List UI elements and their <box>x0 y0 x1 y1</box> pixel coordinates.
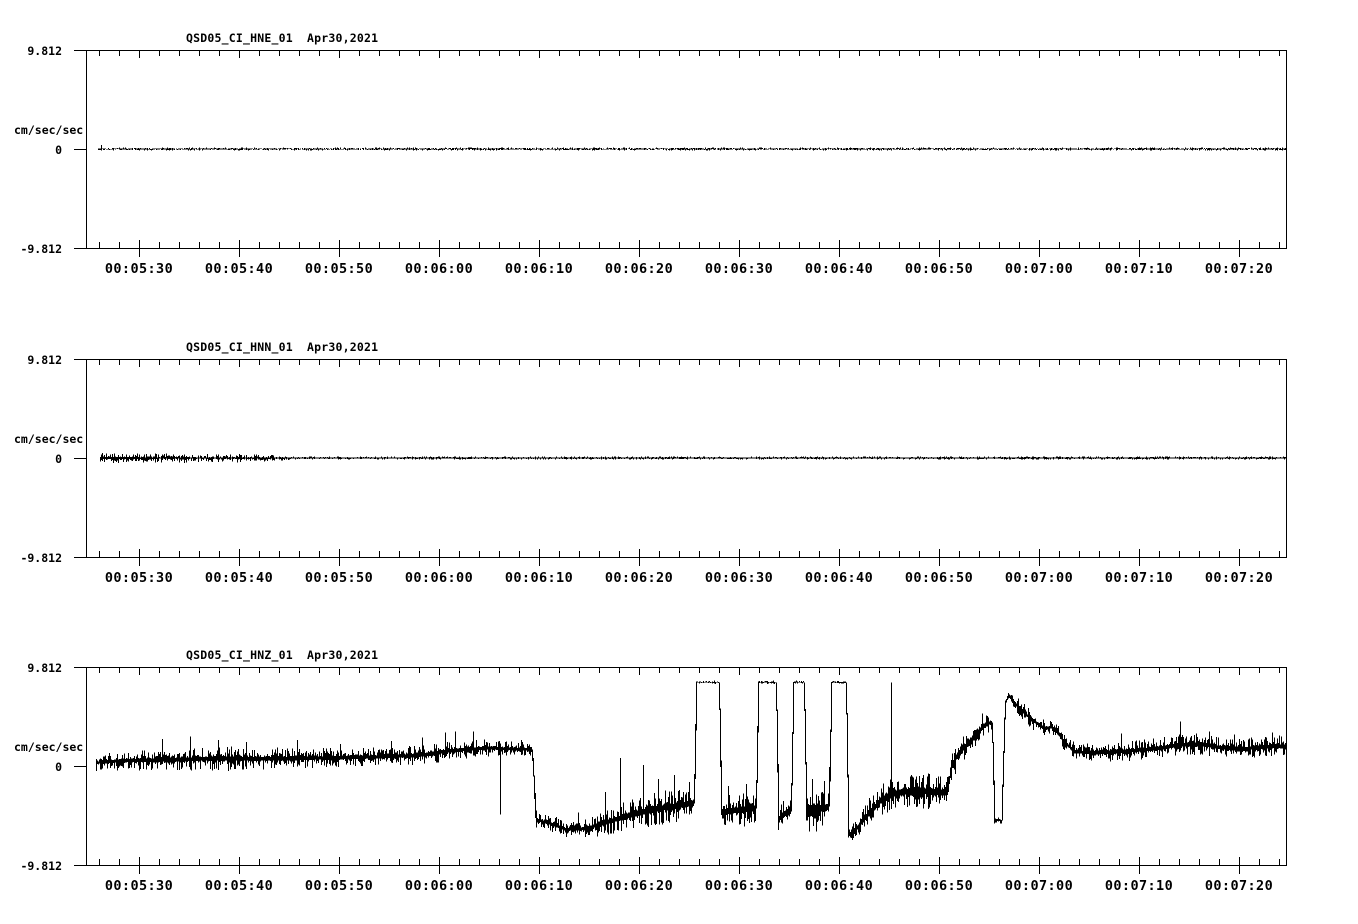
x-tick-label: 00:05:40 <box>204 261 274 277</box>
x-tick-label: 00:05:50 <box>304 878 374 894</box>
y-tick-zero: 0 <box>55 452 62 466</box>
x-tick-label: 00:07:00 <box>1004 570 1074 586</box>
y-tick-min: -9.812 <box>20 242 62 256</box>
x-tick-label: 00:06:40 <box>804 261 874 277</box>
x-tick-label: 00:06:20 <box>604 570 674 586</box>
plot-title: QSD05_CI_HNE_01 <box>186 31 293 45</box>
y-tick-max: 9.812 <box>27 44 62 58</box>
x-tick-label: 00:06:10 <box>504 878 574 894</box>
panel-HNE <box>14 31 1287 277</box>
y-axis-unit-label: cm/sec/sec <box>14 432 84 446</box>
x-tick-label: 00:06:00 <box>404 570 474 586</box>
trace-HNN <box>101 453 1286 463</box>
y-tick-min: -9.812 <box>20 551 62 565</box>
y-tick-zero: 0 <box>55 760 62 774</box>
x-tick-label: 00:07:10 <box>1104 261 1174 277</box>
axes-HNN <box>74 359 1287 566</box>
x-tick-label: 00:06:50 <box>904 570 974 586</box>
panel-HNZ <box>14 648 1287 894</box>
x-tick-label: 00:06:00 <box>404 878 474 894</box>
x-tick-label: 00:07:10 <box>1104 570 1174 586</box>
trace-HNE <box>99 145 1286 151</box>
x-tick-label: 00:06:30 <box>704 878 774 894</box>
trace-HNZ <box>97 681 1286 840</box>
plot-date: Apr30,2021 <box>307 340 379 354</box>
plot-date: Apr30,2021 <box>307 31 379 45</box>
x-tick-label: 00:06:40 <box>804 878 874 894</box>
x-tick-label: 00:07:00 <box>1004 878 1074 894</box>
x-tick-label: 00:05:50 <box>304 261 374 277</box>
y-tick-min: -9.812 <box>20 859 62 873</box>
x-tick-label: 00:07:00 <box>1004 261 1074 277</box>
y-tick-max: 9.812 <box>27 661 62 675</box>
x-tick-label: 00:06:10 <box>504 261 574 277</box>
panel-HNN <box>14 340 1287 586</box>
x-tick-label: 00:05:40 <box>204 878 274 894</box>
x-tick-label: 00:06:20 <box>604 261 674 277</box>
x-tick-label: 00:07:20 <box>1204 570 1274 586</box>
x-tick-label: 00:06:00 <box>404 261 474 277</box>
x-tick-label: 00:06:40 <box>804 570 874 586</box>
plot-title: QSD05_CI_HNZ_01 <box>186 648 293 662</box>
x-tick-label: 00:06:30 <box>704 570 774 586</box>
x-tick-label: 00:05:30 <box>104 570 174 586</box>
plot-title: QSD05_CI_HNN_01 <box>186 340 293 354</box>
x-tick-label: 00:05:30 <box>104 878 174 894</box>
axes-HNZ <box>74 667 1287 874</box>
x-tick-label: 00:07:20 <box>1204 261 1274 277</box>
x-tick-label: 00:06:50 <box>904 261 974 277</box>
x-tick-label: 00:07:10 <box>1104 878 1174 894</box>
y-axis-unit-label: cm/sec/sec <box>14 740 84 754</box>
x-tick-label: 00:06:20 <box>604 878 674 894</box>
x-tick-label: 00:05:50 <box>304 570 374 586</box>
x-tick-label: 00:05:40 <box>204 570 274 586</box>
x-tick-label: 00:06:10 <box>504 570 574 586</box>
y-tick-zero: 0 <box>55 143 62 157</box>
x-tick-label: 00:07:20 <box>1204 878 1274 894</box>
axes-HNE <box>74 50 1287 257</box>
plot-date: Apr30,2021 <box>307 648 379 662</box>
x-tick-label: 00:06:30 <box>704 261 774 277</box>
y-axis-unit-label: cm/sec/sec <box>14 123 84 137</box>
x-tick-label: 00:05:30 <box>104 261 174 277</box>
y-tick-max: 9.812 <box>27 353 62 367</box>
x-tick-label: 00:06:50 <box>904 878 974 894</box>
